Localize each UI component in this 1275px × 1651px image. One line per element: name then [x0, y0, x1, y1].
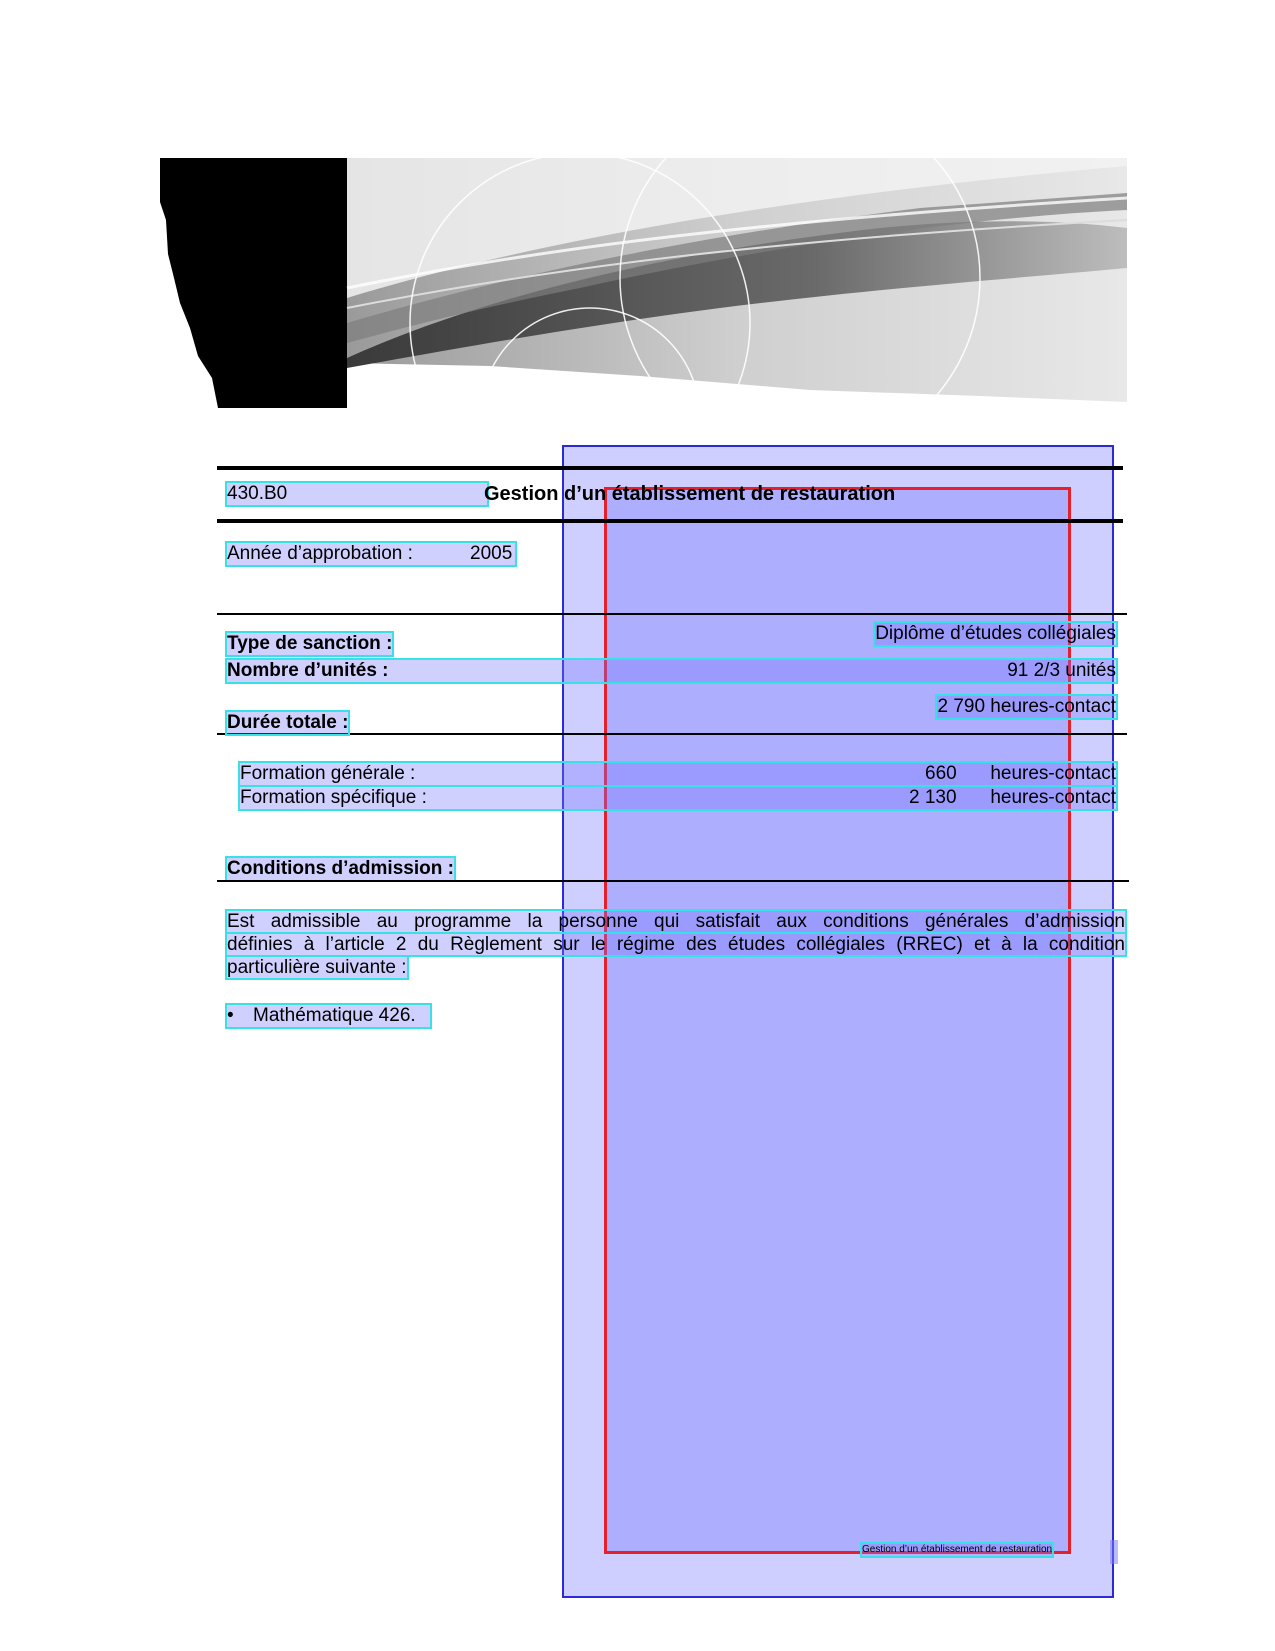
units-value: 91 2/3 unités [1007, 660, 1116, 681]
header-banner-image [160, 158, 1127, 410]
footer-page-marker [1110, 1540, 1118, 1564]
bullet-text: Mathématique 426. [253, 1005, 416, 1026]
admission-line-1: Est admissible au programme la personne qui satisfait aux conditions générales d’admission [227, 911, 1125, 932]
admission-line-2: définies à l’article 2 du Règlement sur le régime des études collégiales (RREC) et à la condition [227, 934, 1125, 955]
title-rule-top [217, 466, 1123, 470]
section-rule-1 [217, 613, 1127, 615]
program-code: 430.B0 [227, 483, 487, 505]
specific-training-hours: 2 130 [909, 787, 957, 808]
approval-label: Année d’approbation : [227, 543, 413, 564]
title-rule-bottom [217, 519, 1123, 523]
approval-year: 2005 [470, 543, 513, 564]
admission-rule [217, 880, 1129, 882]
specific-training-unit: heures-contact [990, 787, 1116, 808]
specific-training-label: Formation spécifique : [240, 787, 427, 808]
admission-bullet-item [227, 1005, 430, 1027]
footer-running-title: Gestion d’un établissement de restauration [862, 1544, 1053, 1555]
silhouette-shape [160, 158, 347, 408]
general-training-unit: heures-contact [990, 763, 1116, 784]
admission-line-3: particulière suivante : [227, 957, 407, 978]
approval-row [227, 543, 515, 565]
selection-overlay-inner [604, 487, 1071, 1554]
admission-paragraph [227, 910, 1125, 979]
admission-heading: Conditions d’admission : [227, 858, 454, 879]
units-label: Nombre d’unités : [227, 660, 389, 681]
general-training-label: Formation générale : [240, 763, 416, 784]
duration-value: 2 790 heures-contact [937, 696, 1116, 717]
sanction-value: Diplôme d’études collégiales [875, 623, 1116, 644]
sanction-label: Type de sanction : [227, 633, 393, 654]
program-title: Gestion d’un établissement de restauration [484, 483, 896, 505]
general-training-hours: 660 [925, 763, 957, 784]
section-rule-2 [217, 733, 1127, 735]
duration-label: Durée totale : [227, 712, 349, 733]
bullet-icon: • [227, 1005, 234, 1026]
